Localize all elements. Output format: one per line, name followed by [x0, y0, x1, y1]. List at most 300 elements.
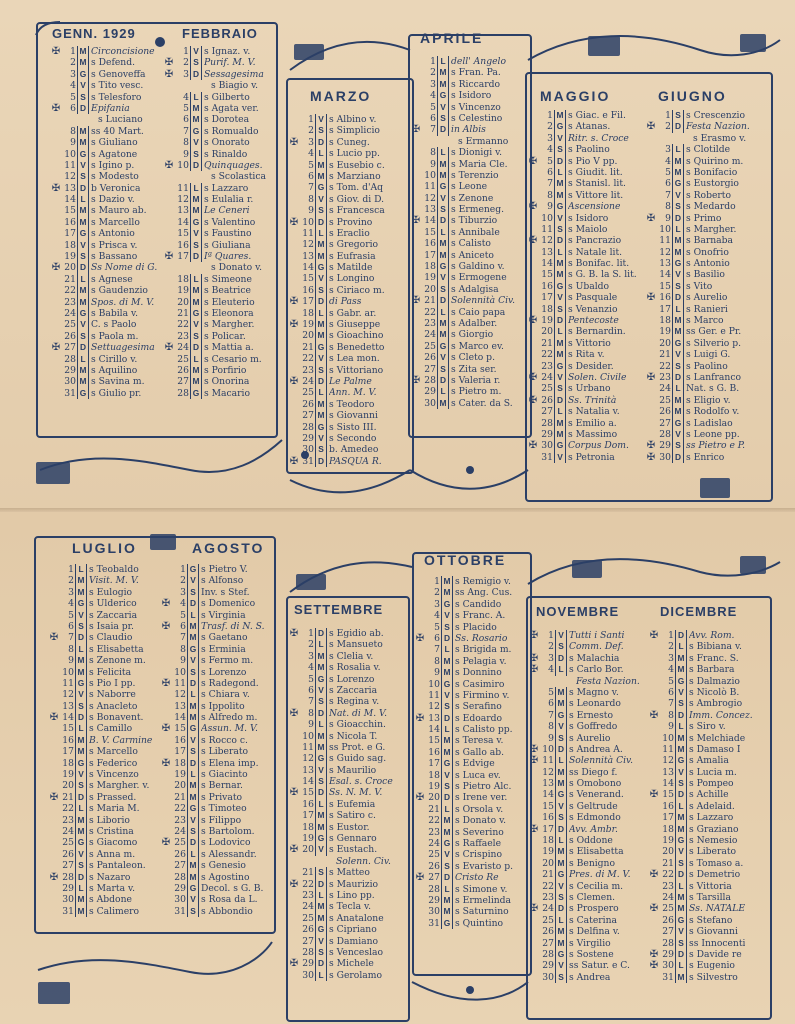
day-number: 13 [424, 204, 436, 216]
weekday-letter: L [558, 914, 564, 925]
day-number: 3 [70, 68, 76, 80]
day-row [410, 193, 526, 204]
day-number: 2 [308, 125, 314, 137]
weekday-letter: G [443, 598, 451, 609]
saint-name: s Massimo [568, 428, 618, 440]
cross-icon: ✠ [49, 712, 59, 724]
day-number: 21 [659, 349, 671, 361]
day-row [48, 746, 164, 757]
saint-name: ss 40 Mart. [91, 125, 144, 137]
day-row [414, 576, 526, 587]
saint-name: ss Ger. e Pr. [686, 326, 742, 338]
cross-icon: ✠ [164, 57, 174, 69]
day-row [48, 792, 164, 803]
saint-name: s Leone [451, 181, 488, 193]
weekday-letter: V [675, 269, 681, 280]
day-number: 18 [64, 239, 76, 251]
column-rule [88, 274, 89, 285]
column-rule [198, 780, 199, 791]
column-rule [86, 860, 87, 871]
column-rule [565, 304, 566, 315]
weekday-letter: L [318, 227, 324, 238]
weekday-letter: M [677, 903, 685, 914]
weekday-letter: S [444, 621, 450, 632]
weekday-letter: M [674, 246, 682, 257]
day-number: 10 [64, 148, 76, 160]
day-number: 29 [302, 958, 314, 970]
day-number: 24 [659, 383, 671, 395]
day-number: 26 [302, 398, 314, 410]
day-row [528, 824, 648, 835]
day-row [414, 633, 526, 644]
day-row [527, 452, 647, 463]
weekday-letter: L [557, 326, 563, 337]
column-rule [198, 758, 199, 769]
saint-name: s Andrea A. [569, 743, 623, 755]
day-row [48, 860, 164, 871]
saint-name: s Remigio v. [455, 576, 511, 587]
column-rule [448, 329, 449, 340]
column-rule [448, 204, 449, 215]
day-number: 25 [542, 914, 554, 926]
month-title-giu: GIUGNO [658, 88, 727, 104]
day-number: 15 [177, 228, 189, 240]
column-rule [326, 662, 327, 673]
column-rule [565, 213, 566, 224]
day-row [160, 678, 270, 689]
day-number: 12 [541, 235, 553, 247]
day-row [528, 949, 648, 960]
column-rule [198, 701, 199, 712]
day-number: 15 [302, 787, 314, 799]
saint-name: Avv. Rom. [689, 630, 735, 641]
column-rule [452, 895, 453, 906]
saint-name: s Carlo Bor. [569, 664, 624, 676]
weekday-letter: L [78, 803, 84, 814]
day-number: 27 [659, 417, 671, 429]
day-row [648, 960, 768, 971]
saint-name: s Mattia a. [204, 342, 254, 354]
weekday-letter: V [190, 734, 196, 745]
column-rule [86, 792, 87, 803]
day-row [50, 217, 166, 228]
day-number: 13 [302, 250, 314, 262]
column-rule [686, 835, 687, 846]
day-row [288, 114, 408, 125]
cross-icon: ✠ [51, 262, 61, 274]
saint-name: s Fran. Pa. [451, 67, 501, 79]
day-number: 31 [62, 905, 74, 917]
saint-name: s Rodolfo v. [686, 406, 740, 418]
cross-icon: ✠ [649, 630, 659, 641]
month-column-mar [288, 114, 408, 467]
day-row [288, 137, 408, 148]
column-rule [198, 872, 199, 883]
day-number: 20 [662, 846, 674, 858]
day-row [160, 860, 270, 871]
saint-name: s Zaccaria [89, 609, 138, 621]
column-rule [566, 744, 567, 755]
column-rule [565, 372, 566, 383]
weekday-letter: M [317, 741, 325, 752]
column-rule [86, 894, 87, 905]
saint-name: Ss. Rosario [455, 632, 508, 644]
saint-name: s Beatrice [204, 285, 251, 297]
weekday-letter: L [318, 969, 324, 980]
weekday-letter: V [444, 769, 450, 780]
day-number: 2 [434, 587, 440, 599]
cross-icon: ✠ [415, 632, 425, 644]
column-rule [86, 826, 87, 837]
day-number: 8 [547, 189, 553, 201]
day-row [48, 667, 164, 678]
column-rule [686, 767, 687, 778]
column-rule [566, 755, 567, 766]
weekday-letter: G [77, 677, 85, 688]
column-rule [686, 972, 687, 983]
day-number: 17 [177, 251, 189, 263]
day-row [410, 67, 526, 78]
day-number: 18 [174, 757, 186, 769]
day-number: 8 [668, 709, 674, 721]
day-row [648, 767, 768, 778]
day-number: 11 [64, 159, 76, 171]
weekday-letter: L [557, 166, 563, 177]
column-rule [198, 815, 199, 826]
column-rule [686, 778, 687, 789]
day-row [288, 342, 408, 353]
weekday-letter: D [556, 315, 564, 326]
day-number: 22 [174, 803, 186, 815]
weekday-letter: D [77, 871, 85, 882]
day-row [50, 194, 166, 205]
day-number: 17 [302, 810, 314, 822]
column-rule [565, 144, 566, 155]
cross-icon: ✠ [289, 375, 299, 387]
saint-name: s Nazaro [89, 871, 131, 883]
saint-name: s Teresa v. [455, 735, 504, 747]
weekday-letter: D [674, 292, 682, 303]
day-row [160, 655, 270, 666]
day-number: 21 [662, 857, 674, 869]
day-number: 23 [659, 371, 671, 383]
day-row [50, 342, 166, 353]
saint-name: s Dalmazio [689, 675, 740, 687]
weekday-letter: M [556, 337, 564, 348]
weekday-letter: G [317, 833, 325, 844]
day-number: 10 [659, 223, 671, 235]
day-row [163, 388, 271, 399]
weekday-letter: L [190, 848, 196, 859]
day-row [645, 224, 767, 235]
day-row [50, 251, 166, 262]
day-number: 16 [424, 238, 436, 250]
saint-name: s Venerand. [569, 789, 624, 801]
column-rule [686, 744, 687, 755]
weekday-letter: S [318, 444, 324, 455]
saint-name: di Pass [329, 296, 362, 308]
day-row [288, 799, 406, 810]
day-number: 8 [308, 193, 314, 205]
saint-name: s Celestino [451, 112, 503, 124]
day-number: 17 [659, 303, 671, 315]
day-row [48, 780, 164, 791]
column-rule [683, 361, 684, 372]
saint-name: s Franc. S. [689, 652, 739, 664]
column-rule [452, 667, 453, 678]
day-number: 1 [665, 110, 671, 121]
month-title-dic: DICEMBRE [660, 604, 738, 619]
day-row [288, 330, 408, 341]
column-rule [326, 970, 327, 981]
weekday-letter: S [440, 363, 446, 374]
day-number: 9 [183, 148, 189, 160]
day-row [414, 735, 526, 746]
saint-name: Settuagesima [91, 342, 155, 354]
weekday-letter: M [189, 860, 197, 871]
day-number: 11 [542, 755, 554, 767]
weekday-letter: L [190, 689, 196, 700]
weekday-letter: D [677, 709, 685, 720]
day-number: 23 [424, 317, 436, 329]
weekday-letter: M [556, 178, 564, 189]
saint-name: s Adalgisa [451, 283, 499, 295]
cross-icon: ✠ [528, 201, 538, 213]
day-row [648, 641, 768, 652]
column-rule [565, 281, 566, 292]
day-number: 9 [68, 655, 74, 667]
day-row [288, 239, 408, 250]
day-row [160, 894, 270, 905]
weekday-letter: V [557, 451, 563, 462]
day-number: 28 [177, 387, 189, 399]
cross-icon: ✠ [649, 789, 659, 801]
day-row [528, 744, 648, 755]
day-row [527, 156, 647, 167]
saint-name: s Ermogene [451, 272, 507, 284]
saint-name: s Pelagia v. [455, 655, 507, 667]
day-number: 18 [302, 821, 314, 833]
saint-name: s Medardo [686, 201, 736, 213]
weekday-letter: V [558, 880, 564, 891]
day-number: 3 [548, 652, 554, 664]
day-row [648, 926, 768, 937]
weekday-letter: G [443, 678, 451, 689]
column-rule [88, 342, 89, 353]
saint-name: s Bassano [91, 251, 138, 263]
day-number: 22 [302, 353, 314, 365]
saint-name: s Bonifacio [686, 166, 738, 178]
saint-name: s Vincenzo [89, 769, 139, 781]
column-rule [686, 721, 687, 732]
day-row [288, 308, 408, 319]
saint-name: s Bonifac. lit. [568, 258, 630, 270]
saint-name: s Giudit. lit. [568, 166, 623, 178]
cross-icon: ✠ [649, 960, 659, 972]
column-rule [198, 621, 199, 632]
day-number: 20 [302, 844, 314, 856]
day-row [163, 217, 271, 228]
column-rule [88, 46, 89, 57]
weekday-letter: V [318, 273, 324, 284]
saint-name: s Galdino v. [451, 261, 505, 273]
weekday-letter: G [439, 90, 447, 101]
day-number: 13 [302, 764, 314, 776]
saint-name: s Giacomo [89, 837, 138, 849]
saint-name: s Policar. [204, 330, 246, 342]
cross-icon: ✠ [649, 903, 659, 915]
day-number: 3 [547, 132, 553, 144]
weekday-letter: L [193, 353, 199, 364]
day-number: 20 [424, 283, 436, 295]
weekday-letter: M [317, 410, 325, 421]
day-row [48, 826, 164, 837]
weekday-letter: G [79, 307, 87, 318]
day-row [410, 364, 526, 375]
day-row [48, 689, 164, 700]
saint-name: s Saturnino [455, 906, 509, 918]
saint-name: s Damiano [329, 935, 379, 947]
day-number: 13 [174, 700, 186, 712]
saint-name: s Tecla v. [329, 901, 371, 913]
day-number: 17 [541, 292, 553, 304]
saint-name: Visit. M. V. [89, 575, 139, 587]
day-row [288, 879, 406, 890]
column-rule [565, 201, 566, 212]
column-rule [88, 183, 89, 194]
weekday-letter: G [556, 121, 564, 132]
column-rule [683, 429, 684, 440]
day-row [527, 144, 647, 155]
weekday-letter: V [558, 800, 564, 811]
day-row [645, 383, 767, 394]
saint-name: s Aniceto [451, 249, 494, 261]
cross-icon: ✠ [49, 791, 59, 803]
saint-name: s Agostino [201, 871, 250, 883]
weekday-letter: M [443, 667, 451, 678]
weekday-letter: M [317, 901, 325, 912]
day-number: 10 [62, 666, 74, 678]
weekday-letter: S [78, 700, 84, 711]
day-row [645, 361, 767, 372]
column-rule [326, 639, 327, 650]
column-rule [686, 630, 687, 641]
cross-icon: ✠ [528, 235, 538, 247]
weekday-letter: M [439, 249, 447, 260]
day-row [160, 780, 270, 791]
saint-name: s Vittore lit. [568, 189, 624, 201]
weekday-letter: L [444, 724, 450, 735]
saint-name: s Caio papa [451, 306, 506, 318]
day-row [50, 137, 166, 148]
saint-name: s Silvestro [689, 971, 738, 983]
column-rule [198, 803, 199, 814]
day-number: 1 [70, 46, 76, 57]
saint-name: s Siro v. [689, 721, 726, 733]
column-rule [683, 213, 684, 224]
day-row [160, 610, 270, 621]
weekday-letter: M [557, 857, 565, 868]
day-number: 23 [541, 360, 553, 372]
column-rule [452, 838, 453, 849]
column-rule [566, 903, 567, 914]
day-row [414, 587, 526, 598]
weekday-letter: M [674, 155, 682, 166]
weekday-letter: M [674, 406, 682, 417]
column-rule [448, 307, 449, 318]
saint-name: s Teodoro [329, 398, 375, 410]
day-number: 24 [302, 375, 314, 387]
day-row [527, 406, 647, 417]
column-rule [565, 361, 566, 372]
weekday-letter: V [190, 655, 196, 666]
saint-name: Solen. Civile [568, 371, 627, 383]
day-row [48, 701, 164, 712]
saint-name: s Federico [89, 757, 138, 769]
column-rule [452, 849, 453, 860]
weekday-letter: L [678, 880, 684, 891]
column-rule [326, 651, 327, 662]
day-row [50, 171, 166, 182]
column-rule [86, 815, 87, 826]
column-rule [448, 193, 449, 204]
day-row [645, 110, 767, 121]
saint-name: s Margher. [686, 223, 737, 235]
saint-name: s Giulio pr. [91, 387, 142, 399]
day-row [410, 307, 526, 318]
saint-name: s Prisca v. [91, 239, 138, 251]
weekday-letter: G [189, 882, 197, 893]
saint-name: PASQUA R. [329, 455, 382, 467]
weekday-letter: V [318, 432, 324, 443]
day-row [410, 318, 526, 329]
day-row [50, 103, 166, 114]
sheet-second-half [0, 512, 795, 1024]
day-number: 12 [302, 753, 314, 765]
day-row [528, 778, 648, 789]
saint-name: s Petronia [568, 451, 615, 463]
day-number: 25 [62, 837, 74, 849]
weekday-letter: D [317, 455, 325, 466]
weekday-letter: M [77, 814, 85, 825]
day-row [48, 894, 164, 905]
day-row [50, 240, 166, 251]
saint-name: s Margher. [204, 319, 255, 331]
day-row [648, 801, 768, 812]
column-rule [326, 753, 327, 764]
day-number: 13 [64, 182, 76, 194]
weekday-letter: S [558, 891, 564, 902]
saint-name: s Bartolom. [201, 825, 255, 837]
day-number: 4 [434, 610, 440, 622]
day-row [288, 319, 408, 330]
day-number: 27 [662, 926, 674, 938]
day-number: 19 [177, 285, 189, 297]
column-rule [201, 376, 202, 387]
weekday-letter: S [318, 364, 324, 375]
day-row [50, 69, 166, 80]
column-rule [201, 92, 202, 103]
day-number: 7 [548, 709, 554, 721]
day-number: 27 [177, 376, 189, 388]
day-number: 24 [64, 307, 76, 319]
column-rule [448, 147, 449, 158]
weekday-letter: G [77, 837, 85, 848]
saint-name: s Enrico [686, 451, 725, 463]
column-rule [452, 735, 453, 746]
column-rule [201, 103, 202, 114]
day-row [648, 881, 768, 892]
